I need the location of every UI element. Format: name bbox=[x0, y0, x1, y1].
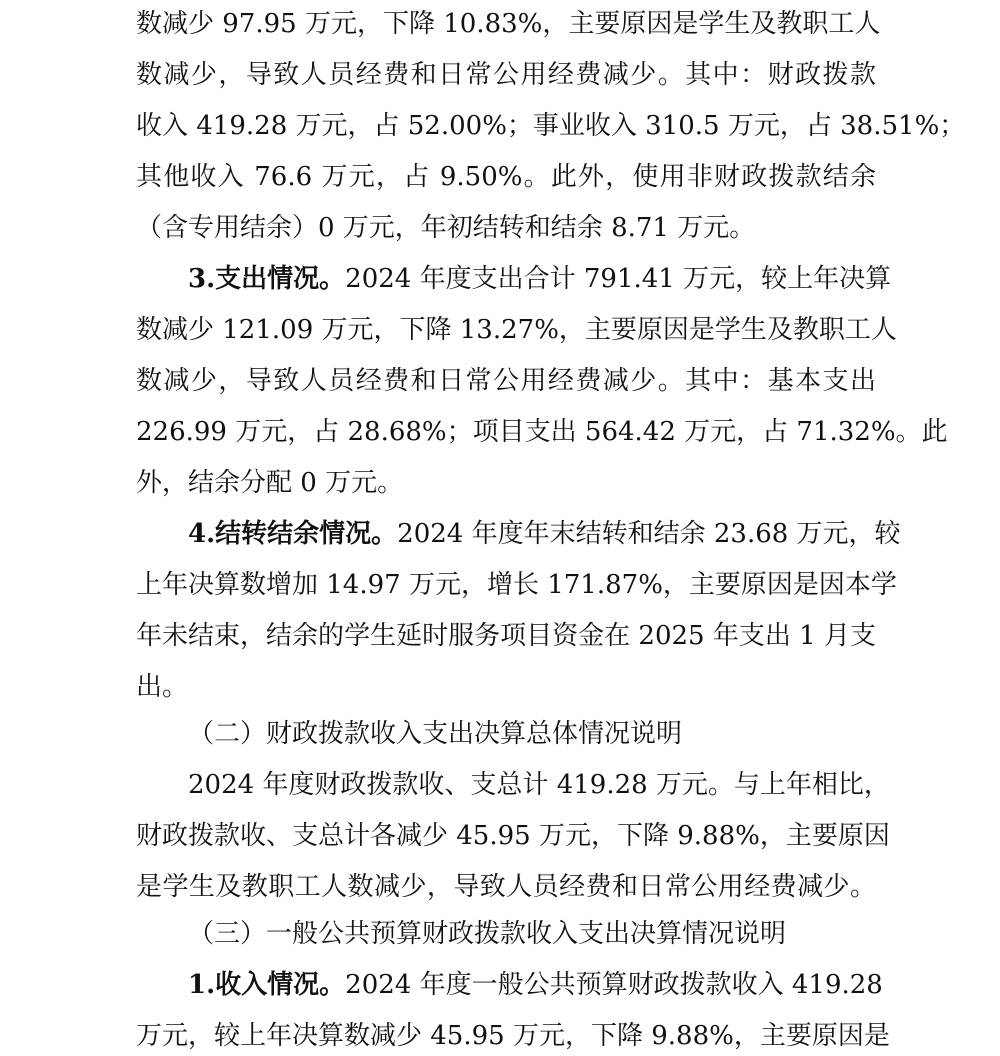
text-line-with-heading bbox=[188, 514, 901, 554]
text-line-with-heading bbox=[188, 965, 883, 1005]
inline-heading: 4.结转结余情况。 bbox=[188, 519, 398, 549]
text-line: 收入 419.28 万元，占 52.00%；事业收入 310.5 万元，占 38.51%； bbox=[136, 111, 966, 141]
text-line: 外，结余分配 0 万元。 bbox=[136, 468, 404, 498]
text-line-with-heading bbox=[188, 259, 892, 299]
text-line: 出。 bbox=[136, 672, 189, 702]
text-line: 数减少，导致人员经费和日常公用经费减少。其中：基本支出 bbox=[136, 366, 876, 396]
text-line: 数减少，导致人员经费和日常公用经费减少。其中：财政拨款 bbox=[136, 60, 876, 90]
text-run: 2024 年度年末结转和结余 23.68 万元，较 bbox=[397, 519, 901, 549]
text-line: 上年决算数增加 14.97 万元，增长 171.87%，主要原因是因本学 bbox=[136, 570, 897, 600]
text-line: 数减少 97.95 万元，下降 10.83%，主要原因是学生及教职工人 bbox=[136, 9, 881, 39]
text-line: 其他收入 76.6 万元，占 9.50%。此外，使用非财政拨款结余 bbox=[136, 162, 876, 192]
text-line: 财政拨款收、支总计各减少 45.95 万元，下降 9.88%，主要原因 bbox=[136, 821, 890, 851]
text-run: 2024 年度一般公共预算财政拨款收入 419.28 bbox=[345, 970, 883, 1000]
text-line: 是学生及教职工人数减少，导致人员经费和日常公用经费减少。 bbox=[136, 872, 876, 902]
text-line: 年未结束，结余的学生延时服务项目资金在 2025 年支出 1 月支 bbox=[136, 621, 876, 651]
text-line: 226.99 万元，占 28.68%；项目支出 564.42 万元，占 71.32%。此 bbox=[136, 417, 948, 447]
text-line: 2024 年度财政拨款收、支总计 419.28 万元。与上年相比， bbox=[188, 770, 890, 800]
text-line: 数减少 121.09 万元，下降 13.27%，主要原因是学生及教职工人 bbox=[136, 315, 897, 345]
section-title: （三）一般公共预算财政拨款收入支出决算情况说明 bbox=[188, 919, 787, 949]
section-title: （二）财政拨款收入支出决算总体情况说明 bbox=[188, 719, 683, 749]
text-line: （含专用结余）0 万元，年初结转和结余 8.71 万元。 bbox=[136, 213, 756, 243]
text-run: 2024 年度支出合计 791.41 万元，较上年决算 bbox=[345, 264, 892, 294]
inline-heading: 3.支出情况。 bbox=[188, 264, 346, 294]
text-line: 万元，较上年决算数减少 45.95 万元，下降 9.88%，主要原因是 bbox=[136, 1021, 890, 1051]
inline-heading: 1.收入情况。 bbox=[188, 970, 346, 1000]
